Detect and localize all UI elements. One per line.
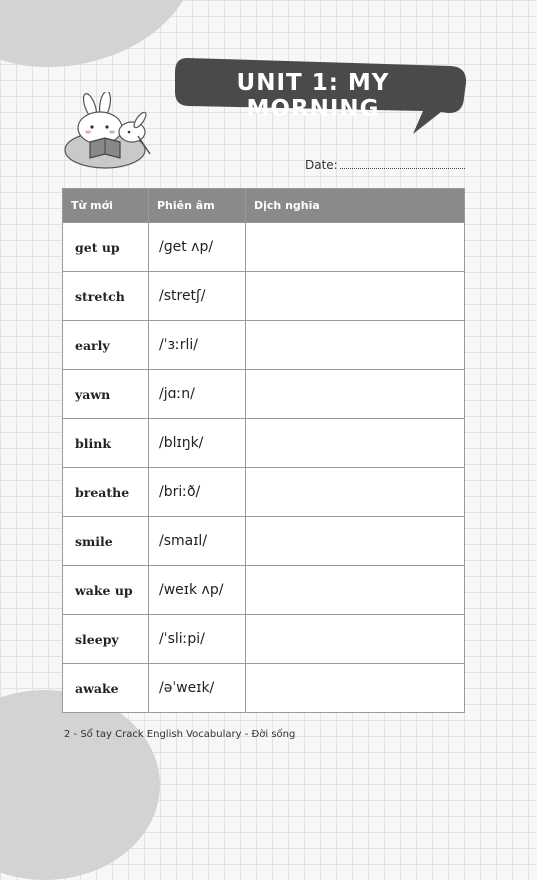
pronunciation-cell: /weɪk ʌp/: [149, 566, 246, 615]
meaning-cell[interactable]: [246, 664, 465, 713]
page-footer: 2 - Sổ tay Crack English Vocabulary - Đời sống: [64, 729, 296, 740]
date-field[interactable]: [305, 158, 465, 172]
table-row: [63, 370, 465, 419]
table-row: [63, 468, 465, 517]
table-row: [63, 615, 465, 664]
table-row: [63, 566, 465, 615]
pronunciation-cell: /smaɪl/: [149, 517, 246, 566]
table-row: [63, 223, 465, 272]
word-cell: get up: [63, 223, 149, 272]
meaning-cell[interactable]: [246, 321, 465, 370]
word-cell: sleepy: [63, 615, 149, 664]
table-row: [63, 517, 465, 566]
table-row: [63, 272, 465, 321]
vocabulary-table: [62, 188, 465, 713]
pronunciation-cell: /ˈɜːrli/: [149, 321, 246, 370]
meaning-cell[interactable]: [246, 370, 465, 419]
table-row: [63, 664, 465, 713]
date-blank-line[interactable]: [340, 158, 465, 169]
pronunciation-cell: /jɑːn/: [149, 370, 246, 419]
decorative-blob-bottom: [0, 690, 160, 880]
pronunciation-cell: /briːð/: [149, 468, 246, 517]
table-header-row: [63, 189, 465, 223]
header-meaning: Dịch nghĩa: [246, 189, 465, 223]
table-row: [63, 321, 465, 370]
word-cell: smile: [63, 517, 149, 566]
meaning-cell[interactable]: [246, 615, 465, 664]
header-word: Từ mới: [63, 189, 149, 223]
date-label: Date:: [305, 158, 338, 172]
pronunciation-cell: /blɪŋk/: [149, 419, 246, 468]
page-title: UNIT 1: MY MORNING: [236, 70, 390, 122]
pronunciation-cell: /ˈsliːpi/: [149, 615, 246, 664]
word-cell: yawn: [63, 370, 149, 419]
word-cell: breathe: [63, 468, 149, 517]
table-row: [63, 419, 465, 468]
meaning-cell[interactable]: [246, 223, 465, 272]
word-cell: blink: [63, 419, 149, 468]
pronunciation-cell: /əˈweɪk/: [149, 664, 246, 713]
word-cell: early: [63, 321, 149, 370]
pronunciation-cell: /ɡet ʌp/: [149, 223, 246, 272]
bunny-reading-book-icon: [60, 92, 155, 181]
meaning-cell[interactable]: [246, 566, 465, 615]
word-cell: wake up: [63, 566, 149, 615]
meaning-cell[interactable]: [246, 468, 465, 517]
header-pronunciation: Phiên âm: [149, 189, 246, 223]
meaning-cell[interactable]: [246, 272, 465, 321]
word-cell: stretch: [63, 272, 149, 321]
title-banner: [173, 56, 469, 122]
word-cell: awake: [63, 664, 149, 713]
meaning-cell[interactable]: [246, 517, 465, 566]
meaning-cell[interactable]: [246, 419, 465, 468]
pronunciation-cell: /stretʃ/: [149, 272, 246, 321]
